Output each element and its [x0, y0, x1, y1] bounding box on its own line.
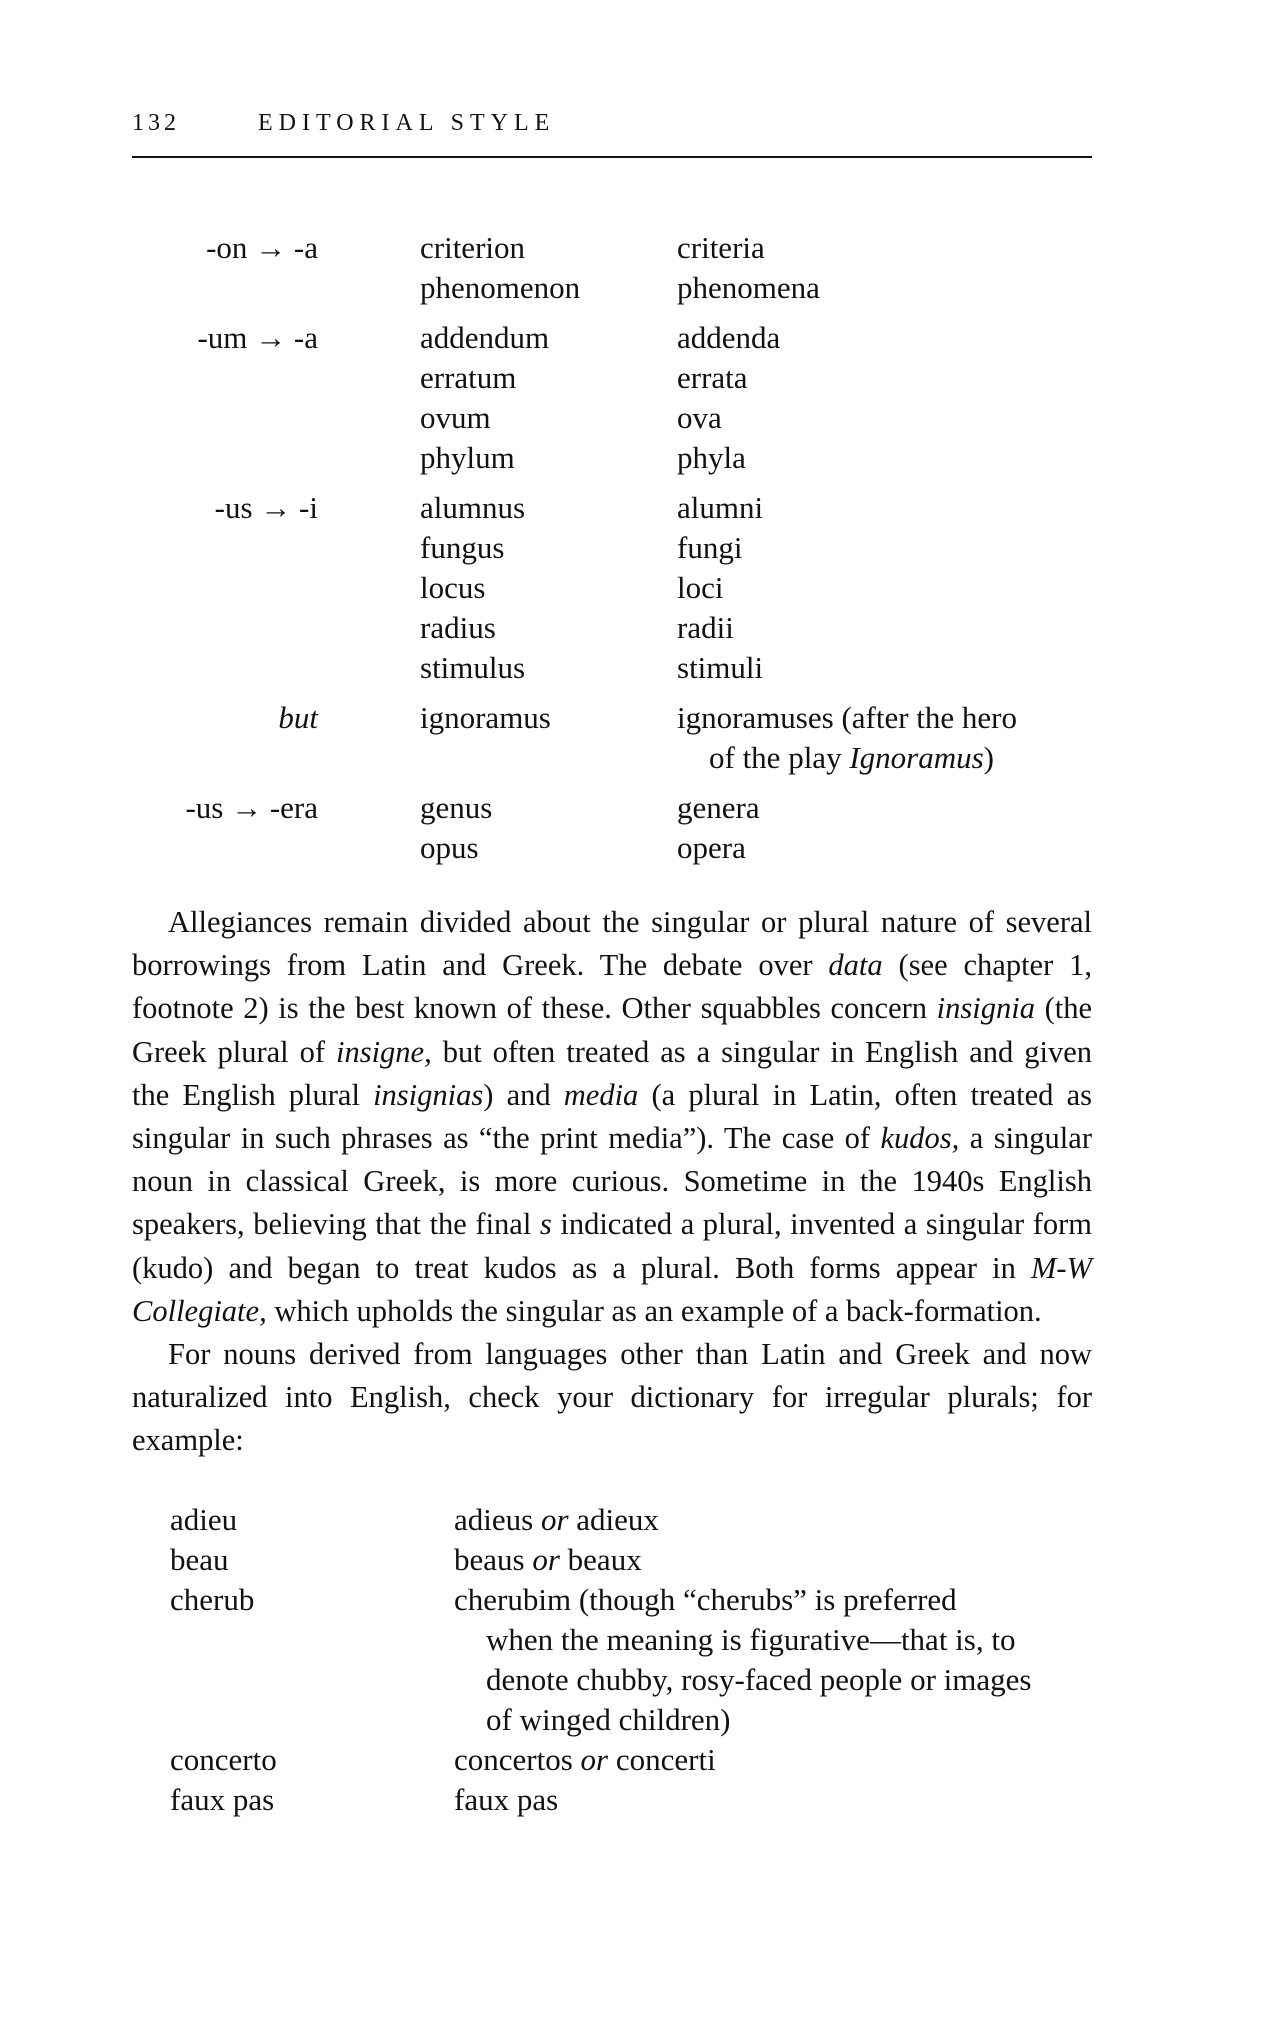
- singular-cell: cherub: [170, 1582, 255, 1617]
- text-run: ) and: [483, 1077, 564, 1112]
- continuation-close: ): [983, 740, 994, 775]
- singular-cell: opus: [420, 830, 479, 865]
- plural-cell: faux pas: [454, 1782, 559, 1817]
- singular-cell: alumnus: [420, 490, 526, 525]
- singular-cell: radius: [420, 610, 496, 645]
- suffix-label: -us → -i: [214, 490, 318, 525]
- italic-term: insignias: [373, 1077, 484, 1112]
- continuation-text: of the play: [709, 740, 850, 775]
- plural-cell: phyla: [677, 440, 746, 475]
- singular-cell: beau: [170, 1542, 229, 1577]
- italic-term: insigne,: [335, 1034, 432, 1069]
- plural-option: concertos: [454, 1742, 581, 1777]
- singular-cell: erratum: [420, 360, 517, 395]
- plural-cell-continuation: of winged children): [486, 1702, 731, 1737]
- text-run: indicated a plural, invented a singular form (kudo) and began to treat kudos as a plural. Both forms appear in: [132, 1207, 1092, 1285]
- singular-cell: adieu: [170, 1502, 238, 1537]
- singular-cell: criterion: [420, 230, 526, 265]
- italic-term: kudos,: [880, 1121, 960, 1156]
- singular-cell: addendum: [420, 320, 550, 355]
- page-number: 132: [132, 110, 180, 136]
- suffix-label: -us → -era: [185, 790, 318, 825]
- plural-cell: [454, 1740, 716, 1780]
- body-paragraph: [132, 901, 1092, 1333]
- or-word: or: [532, 1542, 560, 1577]
- exception-label-text: but: [278, 700, 318, 735]
- italic-term: M-W Collegiate,: [132, 1250, 1092, 1328]
- plural-cell: alumni: [677, 490, 764, 525]
- or-word: or: [540, 1502, 569, 1537]
- text-run: (a plural in Latin, often treated as singular in such phrases as “the print media”). The case of: [132, 1077, 1092, 1156]
- suffix-label: -on → -a: [206, 230, 318, 265]
- plural-cell: phenomena: [677, 270, 820, 305]
- plural-cell: fungi: [677, 530, 743, 565]
- or-word: or: [580, 1742, 609, 1777]
- italic-term: data: [828, 948, 883, 983]
- plural-cell: [454, 1540, 642, 1580]
- text-run: Allegiances remain divided about the singular or plural nature of several borrowings from Latin and Greek. The debate over: [132, 905, 1092, 983]
- plural-option: concerti: [608, 1742, 716, 1777]
- text-run: which upholds the singular as an example of a back-formation.: [266, 1293, 1042, 1328]
- plural-cell-continuation: when the meaning is figurative—that is, to: [486, 1622, 1016, 1657]
- singular-cell: locus: [420, 570, 486, 605]
- singular-cell: stimulus: [420, 650, 526, 685]
- plural-cell: [454, 1500, 659, 1540]
- plural-cell: loci: [677, 570, 724, 605]
- plural-cell: addenda: [677, 320, 781, 355]
- singular-cell: phylum: [420, 440, 515, 475]
- play-title: Ignoramus: [849, 740, 984, 775]
- plural-cell: criteria: [677, 230, 765, 265]
- singular-cell: faux pas: [170, 1782, 275, 1817]
- singular-cell: concerto: [170, 1742, 277, 1777]
- plural-cell: radii: [677, 610, 734, 645]
- text-run: but often treated as a singular in English and given the English plural: [132, 1034, 1092, 1112]
- plural-option: beaus: [454, 1542, 533, 1577]
- exception-label: [132, 698, 318, 738]
- singular-cell: phenomenon: [420, 270, 581, 305]
- italic-term: media: [563, 1077, 639, 1112]
- suffix-label: -um → -a: [197, 320, 318, 355]
- plural-option: beaux: [559, 1542, 642, 1577]
- running-title: EDITORIAL STYLE: [258, 110, 556, 136]
- body-paragraph: For nouns derived from languages other than Latin and Greek and now naturalized into English, check your dictionary for irregular plurals; for example:: [132, 1337, 1092, 1458]
- plural-option: adieus: [454, 1502, 541, 1537]
- plural-cell: cherubim (though “cherubs” is preferred: [454, 1582, 957, 1617]
- plural-cell: ova: [677, 400, 722, 435]
- plural-option: adieux: [568, 1502, 659, 1537]
- plural-cell: stimuli: [677, 650, 764, 685]
- plural-cell: opera: [677, 830, 746, 865]
- singular-cell: ignoramus: [420, 700, 551, 735]
- plural-cell-continuation: denote chubby, rosy-faced people or images: [486, 1662, 1032, 1697]
- italic-term: s: [539, 1207, 552, 1242]
- text-run: (see chapter 1, footnote 2) is the best known of these. Other squabbles concern: [132, 948, 1093, 1026]
- plural-cell: errata: [677, 360, 748, 395]
- italic-term: insignia: [936, 991, 1035, 1026]
- text-run: (the Greek plural of: [132, 991, 1092, 1069]
- singular-cell: genus: [420, 790, 493, 825]
- text-run: a singular noun in classical Greek, is more curious. Sometime in the 1940s English speakers, believing that the final: [132, 1121, 1092, 1242]
- running-header: [132, 110, 1092, 158]
- singular-cell: ovum: [420, 400, 491, 435]
- plural-cell-continuation: [677, 738, 994, 778]
- plural-cell: genera: [677, 790, 760, 825]
- plural-cell: ignoramuses (after the hero: [677, 700, 1018, 735]
- singular-cell: fungus: [420, 530, 505, 565]
